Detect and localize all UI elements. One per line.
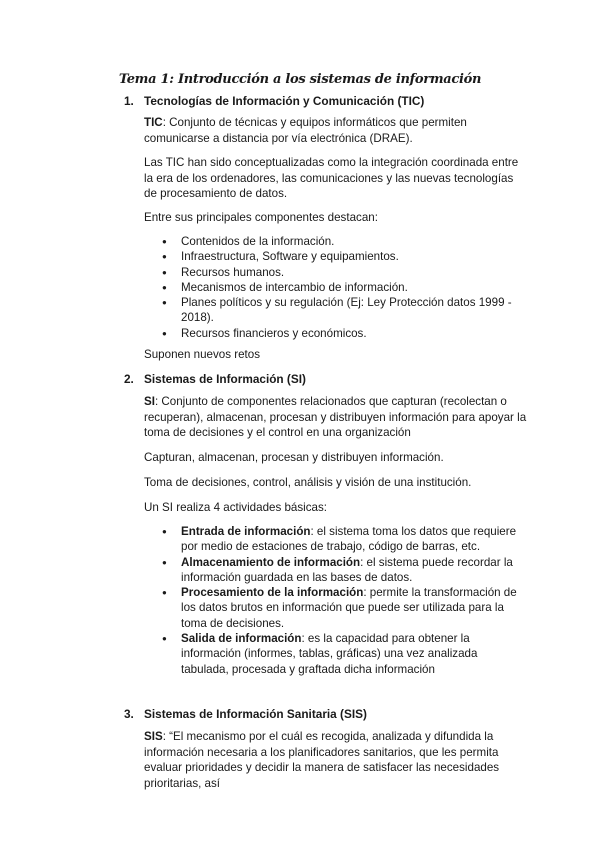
definition-term: TIC (144, 116, 163, 129)
list-item: ● Planes políticos y su regulación (Ej: Ley Protección datos 1999 - 2018). (144, 295, 528, 326)
list-item (144, 631, 528, 677)
tic-paragraph: Las TIC han sido conceptualizadas como la integración coordinada entre la era de los ordenadores, las comunicaciones y las nuevas tecnologías de procesamiento de datos. (144, 156, 519, 200)
section-1-heading (124, 94, 424, 108)
si-activities-list (144, 524, 528, 677)
list-item (144, 585, 528, 631)
si-definition (144, 394, 528, 441)
document-title: Tema 1: Introducción a los sistemas de información (118, 72, 482, 87)
list-item-text: : el sistema toma los datos que requiere por medio de estaciones de trabajo, código de barras, etc. (181, 525, 517, 554)
list-item: ● Infraestructura, Software y equipamientos. (144, 249, 528, 264)
list-item-term: Salida de información (181, 632, 302, 646)
si-paragraph: Capturan, almacenan, procesan y distribuyen información. (144, 451, 444, 464)
section-2-heading (124, 372, 306, 386)
list-item: ● Recursos humanos. (144, 265, 528, 280)
section-number: 3. (124, 707, 134, 721)
definition-text: : Conjunto de técnicas y equipos informáticos que permiten comunicarse a distancia por vía electrónica (DRAE). (144, 116, 467, 145)
tic-components-list (144, 234, 528, 341)
list-item-text: : permite la transformación de los datos brutos en información que puede ser utilizada para la toma de decisiones. (181, 586, 517, 630)
list-item: ● Recursos financieros y económicos. (144, 326, 528, 341)
tic-closing: Suponen nuevos retos (144, 348, 261, 361)
section-title: Tecnologías de Información y Comunicación (TIC) (144, 94, 425, 108)
list-item-term: Almacenamiento de información (181, 555, 361, 569)
list-item: ● Mecanismos de intercambio de información. (144, 280, 528, 295)
definition-text: : “El mecanismo por el cuál es recogida, analizada y difundida la información necesaria a los planificadores sanitarios, que les permita evaluar prioridades y decidir la manera de satisfacer las necesidades prioritarias, así (144, 730, 500, 790)
list-item (144, 524, 528, 555)
si-paragraph: Toma de decisiones, control, análisis y visión de una institución. (144, 476, 472, 489)
list-item-text: : es la capacidad para obtener la información (informes, tablas, gráficas) una vez analizada tabulada, procesada y graftada dicha información (181, 632, 478, 676)
list-item-term: Procesamiento de la información (181, 586, 364, 600)
list-item-text: : el sistema puede recordar la información guardada en las bases de datos. (181, 555, 513, 584)
definition-term: SIS (144, 730, 163, 743)
sis-definition (144, 729, 528, 791)
list-item-term: Entrada de información (181, 525, 311, 538)
section-title: Sistemas de Información Sanitaria (SIS) (144, 707, 367, 721)
section-title: Sistemas de Información (SI) (144, 372, 306, 386)
list-item: ● Contenidos de la información. (144, 234, 528, 249)
definition-term: SI (144, 395, 155, 408)
tic-definition (144, 115, 528, 146)
section-3-heading (124, 707, 367, 721)
si-activities-intro: Un SI realiza 4 actividades básicas: (144, 501, 328, 514)
tic-components-intro: Entre sus principales componentes destacan: (144, 211, 378, 224)
list-item (144, 555, 528, 586)
section-number: 2. (124, 372, 134, 386)
section-number: 1. (124, 94, 134, 108)
definition-text: : Conjunto de componentes relacionados que capturan (recolectan o recuperan), almacenan, procesan y distribuyen información para apoyar la toma de decisiones y el control en una organización (144, 395, 527, 439)
